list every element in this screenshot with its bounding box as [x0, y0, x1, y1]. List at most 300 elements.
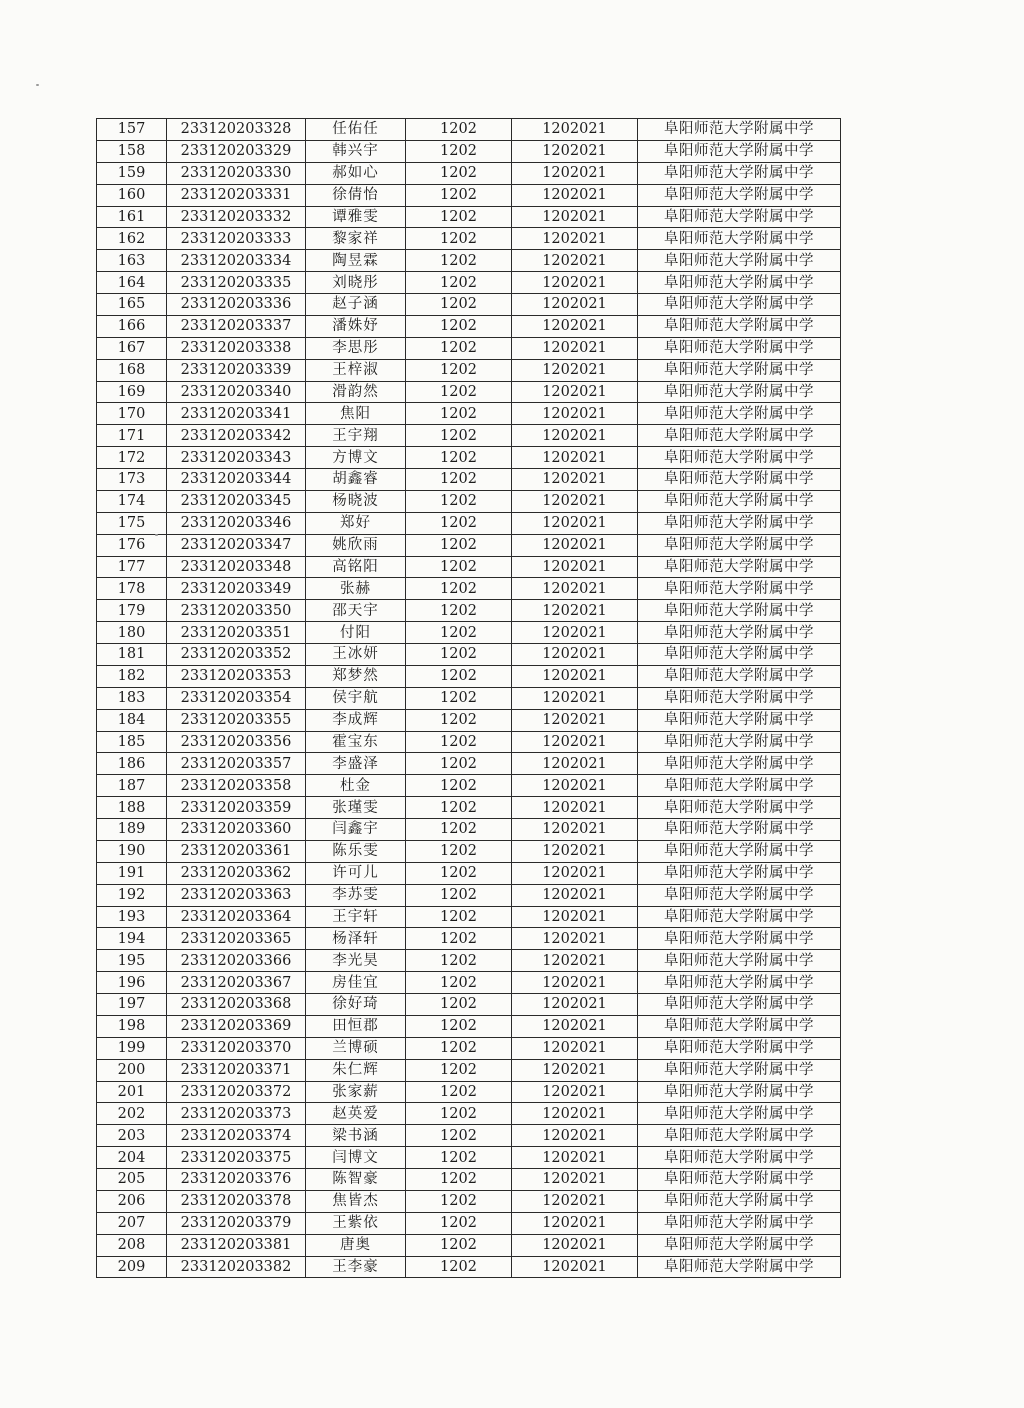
serial-number-cell: 207: [97, 1212, 167, 1234]
student-id-cell: 233120203364: [167, 906, 306, 928]
group-code-cell: 1202021: [512, 1037, 638, 1059]
school-name-cell: 阜阳师范大学附属中学: [638, 665, 841, 687]
category-code-cell: 1202: [406, 447, 512, 469]
serial-number-cell: 188: [97, 797, 167, 819]
table-row: [97, 119, 841, 141]
school-name-cell: 阜阳师范大学附属中学: [638, 1081, 841, 1103]
table-row: [97, 534, 841, 556]
group-code-cell: 1202021: [512, 1125, 638, 1147]
student-id-cell: 233120203370: [167, 1037, 306, 1059]
serial-number-cell: 185: [97, 731, 167, 753]
category-code-cell: 1202: [406, 556, 512, 578]
table-row: [97, 578, 841, 600]
group-code-cell: 1202021: [512, 381, 638, 403]
student-id-cell: 233120203359: [167, 797, 306, 819]
category-code-cell: 1202: [406, 1190, 512, 1212]
group-code-cell: 1202021: [512, 1081, 638, 1103]
serial-number-cell: 157: [97, 119, 167, 141]
student-name-cell: 黎家祥: [306, 228, 406, 250]
category-code-cell: 1202: [406, 797, 512, 819]
table-row: [97, 1059, 841, 1081]
student-id-cell: 233120203353: [167, 665, 306, 687]
category-code-cell: 1202: [406, 862, 512, 884]
serial-number-cell: 192: [97, 884, 167, 906]
category-code-cell: 1202: [406, 884, 512, 906]
category-code-cell: 1202: [406, 403, 512, 425]
student-name-cell: 梁书涵: [306, 1125, 406, 1147]
category-code-cell: 1202: [406, 906, 512, 928]
table-row: [97, 469, 841, 491]
category-code-cell: 1202: [406, 381, 512, 403]
student-name-cell: 侯宇航: [306, 687, 406, 709]
category-code-cell: 1202: [406, 709, 512, 731]
school-name-cell: 阜阳师范大学附属中学: [638, 775, 841, 797]
serial-number-cell: 199: [97, 1037, 167, 1059]
student-name-cell: 付阳: [306, 622, 406, 644]
serial-number-cell: 193: [97, 906, 167, 928]
table-row: [97, 381, 841, 403]
group-code-cell: 1202021: [512, 512, 638, 534]
school-name-cell: 阜阳师范大学附属中学: [638, 359, 841, 381]
category-code-cell: 1202: [406, 359, 512, 381]
student-id-cell: 233120203337: [167, 315, 306, 337]
group-code-cell: 1202021: [512, 490, 638, 512]
table-row: [97, 775, 841, 797]
school-name-cell: 阜阳师范大学附属中学: [638, 425, 841, 447]
school-name-cell: 阜阳师范大学附属中学: [638, 1103, 841, 1125]
student-id-cell: 233120203342: [167, 425, 306, 447]
group-code-cell: 1202021: [512, 556, 638, 578]
student-name-cell: 王李豪: [306, 1256, 406, 1278]
student-id-cell: 233120203369: [167, 1015, 306, 1037]
category-code-cell: 1202: [406, 119, 512, 141]
group-code-cell: 1202021: [512, 1169, 638, 1191]
category-code-cell: 1202: [406, 819, 512, 841]
student-id-cell: 233120203348: [167, 556, 306, 578]
school-name-cell: 阜阳师范大学附属中学: [638, 1256, 841, 1278]
table-row: [97, 206, 841, 228]
school-name-cell: 阜阳师范大学附属中学: [638, 206, 841, 228]
school-name-cell: 阜阳师范大学附属中学: [638, 184, 841, 206]
student-id-cell: 233120203333: [167, 228, 306, 250]
category-code-cell: 1202: [406, 1212, 512, 1234]
student-id-cell: 233120203360: [167, 819, 306, 841]
group-code-cell: 1202021: [512, 206, 638, 228]
group-code-cell: 1202021: [512, 644, 638, 666]
category-code-cell: 1202: [406, 337, 512, 359]
table-row: [97, 337, 841, 359]
group-code-cell: 1202021: [512, 315, 638, 337]
table-row: [97, 994, 841, 1016]
group-code-cell: 1202021: [512, 665, 638, 687]
student-id-cell: 233120203344: [167, 469, 306, 491]
school-name-cell: 阜阳师范大学附属中学: [638, 862, 841, 884]
group-code-cell: 1202021: [512, 337, 638, 359]
category-code-cell: 1202: [406, 578, 512, 600]
group-code-cell: 1202021: [512, 731, 638, 753]
student-name-cell: 方博文: [306, 447, 406, 469]
group-code-cell: 1202021: [512, 469, 638, 491]
category-code-cell: 1202: [406, 840, 512, 862]
student-name-cell: 郑梦然: [306, 665, 406, 687]
school-name-cell: 阜阳师范大学附属中学: [638, 337, 841, 359]
serial-number-cell: 196: [97, 972, 167, 994]
serial-number-cell: 182: [97, 665, 167, 687]
student-id-cell: 233120203374: [167, 1125, 306, 1147]
table-row: [97, 819, 841, 841]
category-code-cell: 1202: [406, 534, 512, 556]
category-code-cell: 1202: [406, 140, 512, 162]
table-row: [97, 294, 841, 316]
student-id-cell: 233120203328: [167, 119, 306, 141]
category-code-cell: 1202: [406, 1015, 512, 1037]
table-row: [97, 797, 841, 819]
group-code-cell: 1202021: [512, 272, 638, 294]
serial-number-cell: 167: [97, 337, 167, 359]
serial-number-cell: 177: [97, 556, 167, 578]
student-roster-table: [96, 118, 841, 1278]
student-id-cell: 233120203339: [167, 359, 306, 381]
school-name-cell: 阜阳师范大学附属中学: [638, 578, 841, 600]
category-code-cell: 1202: [406, 1081, 512, 1103]
school-name-cell: 阜阳师范大学附属中学: [638, 972, 841, 994]
student-id-cell: 233120203331: [167, 184, 306, 206]
student-id-cell: 233120203341: [167, 403, 306, 425]
category-code-cell: 1202: [406, 1059, 512, 1081]
category-code-cell: 1202: [406, 1125, 512, 1147]
table-row: [97, 1212, 841, 1234]
student-name-cell: 朱仁辉: [306, 1059, 406, 1081]
student-name-cell: 田恒郡: [306, 1015, 406, 1037]
serial-number-cell: 205: [97, 1169, 167, 1191]
category-code-cell: 1202: [406, 950, 512, 972]
serial-number-cell: 209: [97, 1256, 167, 1278]
school-name-cell: 阜阳师范大学附属中学: [638, 490, 841, 512]
student-id-cell: 233120203376: [167, 1169, 306, 1191]
student-name-cell: 杨晓波: [306, 490, 406, 512]
student-name-cell: 任佑任: [306, 119, 406, 141]
student-name-cell: 房佳宜: [306, 972, 406, 994]
table-row: [97, 425, 841, 447]
serial-number-cell: 200: [97, 1059, 167, 1081]
table-row: [97, 1125, 841, 1147]
school-name-cell: 阜阳师范大学附属中学: [638, 1169, 841, 1191]
student-id-cell: 233120203329: [167, 140, 306, 162]
serial-number-cell: 191: [97, 862, 167, 884]
school-name-cell: 阜阳师范大学附属中学: [638, 753, 841, 775]
school-name-cell: 阜阳师范大学附属中学: [638, 622, 841, 644]
school-name-cell: 阜阳师范大学附属中学: [638, 600, 841, 622]
table-row: [97, 272, 841, 294]
school-name-cell: 阜阳师范大学附属中学: [638, 381, 841, 403]
student-name-cell: 陈智豪: [306, 1169, 406, 1191]
student-id-cell: 233120203381: [167, 1234, 306, 1256]
group-code-cell: 1202021: [512, 819, 638, 841]
group-code-cell: 1202021: [512, 622, 638, 644]
serial-number-cell: 172: [97, 447, 167, 469]
student-id-cell: 233120203372: [167, 1081, 306, 1103]
serial-number-cell: 197: [97, 994, 167, 1016]
table-row: [97, 228, 841, 250]
serial-number-cell: 195: [97, 950, 167, 972]
school-name-cell: 阜阳师范大学附属中学: [638, 534, 841, 556]
school-name-cell: 阜阳师范大学附属中学: [638, 840, 841, 862]
school-name-cell: 阜阳师范大学附属中学: [638, 709, 841, 731]
serial-number-cell: 180: [97, 622, 167, 644]
student-id-cell: 233120203352: [167, 644, 306, 666]
table-row: [97, 1256, 841, 1278]
student-name-cell: 徐好琦: [306, 994, 406, 1016]
student-id-cell: 233120203335: [167, 272, 306, 294]
group-code-cell: 1202021: [512, 534, 638, 556]
school-name-cell: 阜阳师范大学附属中学: [638, 140, 841, 162]
school-name-cell: 阜阳师范大学附属中学: [638, 1037, 841, 1059]
student-name-cell: 潘姝妤: [306, 315, 406, 337]
serial-number-cell: 181: [97, 644, 167, 666]
school-name-cell: 阜阳师范大学附属中学: [638, 1147, 841, 1169]
serial-number-cell: 179: [97, 600, 167, 622]
scanned-roster-sheet: [96, 118, 840, 1280]
student-name-cell: 陈乐雯: [306, 840, 406, 862]
table-row: [97, 140, 841, 162]
serial-number-cell: 190: [97, 840, 167, 862]
serial-number-cell: 206: [97, 1190, 167, 1212]
student-id-cell: 233120203375: [167, 1147, 306, 1169]
table-row: [97, 906, 841, 928]
serial-number-cell: 183: [97, 687, 167, 709]
school-name-cell: 阜阳师范大学附属中学: [638, 1125, 841, 1147]
serial-number-cell: 204: [97, 1147, 167, 1169]
table-row: [97, 315, 841, 337]
school-name-cell: 阜阳师范大学附属中学: [638, 119, 841, 141]
group-code-cell: 1202021: [512, 447, 638, 469]
table-row: [97, 184, 841, 206]
serial-number-cell: 202: [97, 1103, 167, 1125]
serial-number-cell: 160: [97, 184, 167, 206]
table-row: [97, 644, 841, 666]
serial-number-cell: 164: [97, 272, 167, 294]
group-code-cell: 1202021: [512, 1015, 638, 1037]
table-row: [97, 403, 841, 425]
serial-number-cell: 175: [97, 512, 167, 534]
group-code-cell: 1202021: [512, 1059, 638, 1081]
group-code-cell: 1202021: [512, 709, 638, 731]
category-code-cell: 1202: [406, 512, 512, 534]
student-name-cell: 张赫: [306, 578, 406, 600]
serial-number-cell: 186: [97, 753, 167, 775]
group-code-cell: 1202021: [512, 840, 638, 862]
category-code-cell: 1202: [406, 469, 512, 491]
student-name-cell: 徐倩怡: [306, 184, 406, 206]
student-name-cell: 王宇翔: [306, 425, 406, 447]
student-name-cell: 闫鑫宇: [306, 819, 406, 841]
group-code-cell: 1202021: [512, 1234, 638, 1256]
category-code-cell: 1202: [406, 294, 512, 316]
student-name-cell: 王梓淑: [306, 359, 406, 381]
school-name-cell: 阜阳师范大学附属中学: [638, 1212, 841, 1234]
category-code-cell: 1202: [406, 972, 512, 994]
table-row: [97, 1103, 841, 1125]
table-row: [97, 665, 841, 687]
student-id-cell: 233120203354: [167, 687, 306, 709]
student-name-cell: 谭雅雯: [306, 206, 406, 228]
group-code-cell: 1202021: [512, 928, 638, 950]
category-code-cell: 1202: [406, 206, 512, 228]
school-name-cell: 阜阳师范大学附属中学: [638, 1015, 841, 1037]
school-name-cell: 阜阳师范大学附属中学: [638, 512, 841, 534]
category-code-cell: 1202: [406, 1147, 512, 1169]
student-id-cell: 233120203379: [167, 1212, 306, 1234]
student-id-cell: 233120203330: [167, 162, 306, 184]
serial-number-cell: 201: [97, 1081, 167, 1103]
category-code-cell: 1202: [406, 687, 512, 709]
group-code-cell: 1202021: [512, 1103, 638, 1125]
student-name-cell: 滑韵然: [306, 381, 406, 403]
group-code-cell: 1202021: [512, 1147, 638, 1169]
student-name-cell: 郝如心: [306, 162, 406, 184]
serial-number-cell: 194: [97, 928, 167, 950]
student-id-cell: 233120203343: [167, 447, 306, 469]
student-id-cell: 233120203373: [167, 1103, 306, 1125]
student-id-cell: 233120203366: [167, 950, 306, 972]
table-row: [97, 862, 841, 884]
table-row: [97, 840, 841, 862]
group-code-cell: 1202021: [512, 359, 638, 381]
school-name-cell: 阜阳师范大学附属中学: [638, 731, 841, 753]
serial-number-cell: 173: [97, 469, 167, 491]
group-code-cell: 1202021: [512, 250, 638, 272]
category-code-cell: 1202: [406, 315, 512, 337]
school-name-cell: 阜阳师范大学附属中学: [638, 162, 841, 184]
category-code-cell: 1202: [406, 1037, 512, 1059]
student-id-cell: 233120203334: [167, 250, 306, 272]
group-code-cell: 1202021: [512, 228, 638, 250]
table-row: [97, 709, 841, 731]
table-row: [97, 447, 841, 469]
category-code-cell: 1202: [406, 928, 512, 950]
group-code-cell: 1202021: [512, 294, 638, 316]
table-row: [97, 250, 841, 272]
student-name-cell: 许可儿: [306, 862, 406, 884]
table-row: [97, 1169, 841, 1191]
serial-number-cell: 187: [97, 775, 167, 797]
category-code-cell: 1202: [406, 1169, 512, 1191]
group-code-cell: 1202021: [512, 994, 638, 1016]
student-id-cell: 233120203378: [167, 1190, 306, 1212]
school-name-cell: 阜阳师范大学附属中学: [638, 1059, 841, 1081]
student-name-cell: 韩兴宇: [306, 140, 406, 162]
category-code-cell: 1202: [406, 250, 512, 272]
group-code-cell: 1202021: [512, 162, 638, 184]
table-row: [97, 600, 841, 622]
group-code-cell: 1202021: [512, 403, 638, 425]
student-id-cell: 233120203358: [167, 775, 306, 797]
school-name-cell: 阜阳师范大学附属中学: [638, 403, 841, 425]
student-id-cell: 233120203362: [167, 862, 306, 884]
category-code-cell: 1202: [406, 644, 512, 666]
group-code-cell: 1202021: [512, 600, 638, 622]
student-name-cell: 霍宝东: [306, 731, 406, 753]
student-id-cell: 233120203349: [167, 578, 306, 600]
category-code-cell: 1202: [406, 994, 512, 1016]
student-name-cell: 李苏雯: [306, 884, 406, 906]
group-code-cell: 1202021: [512, 972, 638, 994]
scan-speck: [155, 534, 158, 536]
serial-number-cell: 171: [97, 425, 167, 447]
student-name-cell: 高铭阳: [306, 556, 406, 578]
school-name-cell: 阜阳师范大学附属中学: [638, 687, 841, 709]
serial-number-cell: 165: [97, 294, 167, 316]
group-code-cell: 1202021: [512, 425, 638, 447]
school-name-cell: 阜阳师范大学附属中学: [638, 294, 841, 316]
student-id-cell: 233120203332: [167, 206, 306, 228]
student-id-cell: 233120203336: [167, 294, 306, 316]
serial-number-cell: 174: [97, 490, 167, 512]
group-code-cell: 1202021: [512, 687, 638, 709]
category-code-cell: 1202: [406, 622, 512, 644]
serial-number-cell: 158: [97, 140, 167, 162]
school-name-cell: 阜阳师范大学附属中学: [638, 250, 841, 272]
school-name-cell: 阜阳师范大学附属中学: [638, 950, 841, 972]
group-code-cell: 1202021: [512, 140, 638, 162]
school-name-cell: 阜阳师范大学附属中学: [638, 469, 841, 491]
student-id-cell: 233120203368: [167, 994, 306, 1016]
table-row: [97, 753, 841, 775]
table-row: [97, 928, 841, 950]
table-row: [97, 687, 841, 709]
student-name-cell: 兰博硕: [306, 1037, 406, 1059]
school-name-cell: 阜阳师范大学附属中学: [638, 228, 841, 250]
student-id-cell: 233120203365: [167, 928, 306, 950]
category-code-cell: 1202: [406, 753, 512, 775]
table-row: [97, 359, 841, 381]
student-name-cell: 闫博文: [306, 1147, 406, 1169]
school-name-cell: 阜阳师范大学附属中学: [638, 1234, 841, 1256]
student-id-cell: 233120203371: [167, 1059, 306, 1081]
group-code-cell: 1202021: [512, 1190, 638, 1212]
group-code-cell: 1202021: [512, 950, 638, 972]
student-name-cell: 李光昊: [306, 950, 406, 972]
school-name-cell: 阜阳师范大学附属中学: [638, 906, 841, 928]
table-row: [97, 512, 841, 534]
student-id-cell: 233120203345: [167, 490, 306, 512]
table-row: [97, 1081, 841, 1103]
school-name-cell: 阜阳师范大学附属中学: [638, 447, 841, 469]
school-name-cell: 阜阳师范大学附属中学: [638, 884, 841, 906]
serial-number-cell: 163: [97, 250, 167, 272]
category-code-cell: 1202: [406, 490, 512, 512]
student-name-cell: 杜金: [306, 775, 406, 797]
student-name-cell: 赵英爱: [306, 1103, 406, 1125]
group-code-cell: 1202021: [512, 119, 638, 141]
serial-number-cell: 159: [97, 162, 167, 184]
table-row: [97, 1234, 841, 1256]
student-name-cell: 王宇轩: [306, 906, 406, 928]
group-code-cell: 1202021: [512, 753, 638, 775]
serial-number-cell: 169: [97, 381, 167, 403]
student-name-cell: 姚欣雨: [306, 534, 406, 556]
student-name-cell: 郑好: [306, 512, 406, 534]
student-id-cell: 233120203363: [167, 884, 306, 906]
category-code-cell: 1202: [406, 272, 512, 294]
student-name-cell: 李思彤: [306, 337, 406, 359]
student-name-cell: 杨泽轩: [306, 928, 406, 950]
group-code-cell: 1202021: [512, 906, 638, 928]
table-row: [97, 1037, 841, 1059]
group-code-cell: 1202021: [512, 797, 638, 819]
category-code-cell: 1202: [406, 1103, 512, 1125]
serial-number-cell: 198: [97, 1015, 167, 1037]
